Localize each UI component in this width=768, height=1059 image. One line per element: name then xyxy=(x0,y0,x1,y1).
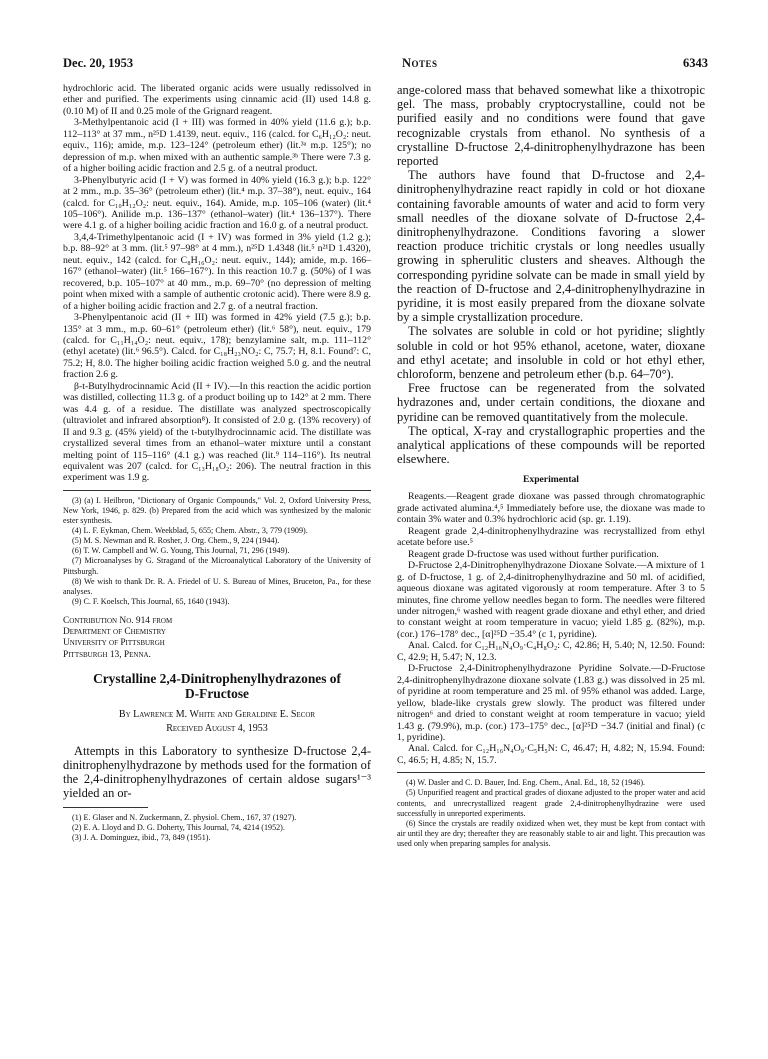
section-heading: Experimental xyxy=(523,474,579,486)
footnote: (8) We wish to thank Dr. R. A. Friedel of U. S. Bureau of Mines, Bruceton, Pa., for these analyses. xyxy=(63,576,371,596)
left-paragraph: 3-Phenylbutyric acid (I + V) was formed in 40% yield (16.3 g.); b.p. 122° at 2 mm., m.p. 35–36° (petroleum ether) (lit.⁴ m.p. 37–38°), neut. equiv., 164 (calcd. for C₁₀H₁₂O₂: neut. equiv., 164). Amide, m.p. 105–106 (water) (lit.⁴ 105–106°). Anilide m.p. 136–137° (ethanol–water) (lit.⁴ 136–137°). There were 4.1 g. of a higher boiling acidic fraction and 16.0 g. of a neutral product. xyxy=(63,174,371,232)
right-footnotes xyxy=(397,778,705,849)
left-paragraph: 3-Methylpentanoic acid (I + III) was formed in 40% yield (11.6 g.); b.p. 112–113° at 37 mm., n²⁵D 1.4139, neut. equiv., 116 (calcd. for C₆H₁₂O₂: neut. equiv., 116); amide, m.p. 123–124° (petroleum ether) (lit.³ᵃ m.p. 125°); no depression of m.p. when mixed with an authentic sample.³ᵇ There were 7.3 g. of a higher boiling acidic fraction and 2.5 g. of a neutral product. xyxy=(63,117,371,175)
footnote: (3) J. A. Dominguez, ibid., 73, 849 (1951). xyxy=(72,832,211,842)
contribution-line: Department of Chemistry xyxy=(63,627,166,638)
intro-paragraph: Attempts in this Laboratory to synthesize D-fructose 2,4-dinitrophenylhydrazone by methods used for the formation of the 2,4-dinitrophenylhydrazones of certain aldose sugars¹⁻³ yielded an or- xyxy=(63,743,371,801)
experimental-paragraph: D-Fructose 2,4-Dinitrophenylhydrazone Dioxane Solvate.—A mixture of 1 g. of D-fructose, 1 g. of 2,4-dinitrophenylhydrazine and 50 ml. of acidified, aqueous dioxane was agitated vigorously at room temperature. After 3 to 5 minutes, fine chrome yellow needles began to form. The needles were filtered under nitrogen,⁶ washed with reagent grade dioxane and ethyl ether, and dried to constant weight at room temperature in vacuo; yield 1.85 g. (82%), m.p. (cor.) 176–178° dec., [α]²⁵D −35.4° (c 1, pyridine). xyxy=(397,560,705,640)
running-header xyxy=(63,56,708,74)
right-paragraph: The solvates are soluble in cold or hot pyridine; slightly soluble in cold or hot 95% ethanol, acetone, water, dioxane and ethyl acetate; and insoluble in cold or hot ethyl ether, chloroform, benzene and petroleum ether (b.p. 64–70°). xyxy=(397,324,705,382)
right-paragraph: Free fructose can be regenerated from the solvated hydrazones and, under certain conditions, the dioxane and pyridine can be removed quantitatively from the molecule. xyxy=(397,381,705,424)
right-paragraph: ange-colored mass that behaved somewhat like a thixotropic gel. The mass, probably cryptocrystalline, could not be purified easily and no conditions were found that gave recognizable crystals from ethanol. No synthesis of a crystalline D-fructose 2,4-dinitrophenylhydrazone has been reported xyxy=(397,83,705,169)
footnote: (5) M. S. Newman and R. Rosher, J. Org. Chem., 9, 224 (1944). xyxy=(72,536,280,546)
footnote: (1) E. Glaser and N. Zuckermann, Z. physiol. Chem., 167, 37 (1927). xyxy=(72,812,297,822)
footnote: (4) W. Dasler and C. D. Bauer, Ind. Eng. Chem., Anal. Ed., 18, 52 (1946). xyxy=(406,778,646,788)
experimental-paragraph: Reagent grade 2,4-dinitrophenylhydrazine was recrystallized from ethyl acetate before use.⁵ xyxy=(397,525,705,549)
right-column xyxy=(397,83,705,849)
footnote: (2) E. A. Lloyd and D. G. Doherty, This Journal, 74, 4214 (1952). xyxy=(72,822,285,832)
title-line: Crystalline 2,4-Dinitrophenylhydrazones of xyxy=(93,670,341,686)
footnote-divider xyxy=(397,772,705,773)
experimental-paragraph: Reagents.—Reagent grade dioxane was passed through chromatographic grade activated alumina.⁴,⁵ Immediately before use, the dioxane was made to contain 3% water and 0.3% hydrochloric acid (sp. gr. 1.19). xyxy=(397,491,705,526)
footnote: (7) Microanalyses by G. Stragand of the Microanalytical Laboratory of the University of Pittsburgh. xyxy=(63,556,371,576)
right-paragraph: The authors have found that D-fructose and 2,4-dinitrophenylhydrazine react rapidly in cold or hot dioxane containing favorable amounts of water and acid to form very small needles of the dioxane solvate of D-fructose 2,4-dinitrophenylhydrazone. Conditions favoring a slower reaction produce trichitic crystals or long needles usually growing in spherulitic clusters and sheaves. Although the corresponding pyridine solvate can be made in small yield by the reaction of D-fructose and 2,4-dinitrophenylhydrazine in pyridine, it is most easily prepared from the dioxane solvate by a simple crystallization procedure. xyxy=(397,168,705,325)
footnote: (6) Since the crystals are readily oxidized when wet, they must be kept from contact with air until they are dry; thereafter they are reasonably stable to air and light. This precaution was used only when preparing samples for analysis. xyxy=(397,818,705,848)
experimental-paragraph: Anal. Calcd. for C₁₂H₁₆N₄O₉·C₄H₈O₂: C, 42.86; H, 5.40; N, 12.50. Found: C, 42.9; H, 5.47; N, 12.3. xyxy=(397,640,705,663)
left-paragraph: 3-Phenylpentanoic acid (II + III) was formed in 42% yield (7.5 g.); b.p. 135° at 3 mm., m.p. 60–61° (petroleum ether) (lit.⁶ 58°), neut. equiv., 179 (calcd. for C₁₁H₁₄O₂: neut. equiv., 178); benzylamine salt, m.p. 111–112° (ethyl acetate) (lit.⁶ 96.5°). Calcd. for C₁₈H₂₃NO₂: C, 75.7; H, 8.1. Found⁷: C, 75.2; H, 8.0. The higher boiling acidic fraction weighed 5.0 g. and the neutral fraction 2.6 g. xyxy=(63,312,371,381)
contribution-line: Contribution No. 914 from xyxy=(63,615,173,626)
footnote: (6) T. W. Campbell and W. G. Young, This Journal, 71, 296 (1949). xyxy=(72,546,290,556)
discussion-block xyxy=(397,83,705,466)
footnote: (4) L. F. Eykman, Chem. Weekblad, 5, 655; Chem. Abstr., 3, 779 (1909). xyxy=(72,526,308,536)
left-column xyxy=(63,83,371,843)
article-authors: By Lawrence M. White and Geraldine E. Secor xyxy=(118,708,316,720)
title-line: D-Fructose xyxy=(185,686,249,702)
contribution-line: University of Pittsburgh xyxy=(63,638,165,649)
left-paragraph: β-t-Butylhydrocinnamic Acid (II + IV).—In this reaction the acidic portion was distilled, collecting 11.3 g. of a product boiling up to 142° at 2 mm. There was 4.4 g. of a residue. The distillate was analyzed spectroscopically (ultraviolet and infrared absorption⁸). It consisted of 2.0 g. (13% recovery) of II and 9.3 g. (45% yield) of the t-butylhydrocinnamic acid. The distillate was crystallized several times from an ethanol–water mixture until a constant melting point of 115–116° (4.1 g.) was reached (lit.⁹ 114–116°). Its neutral equivalent was 207 (calcd. for C₁₃H₁₈O₂: 206). The neutral fraction in this experiment was 1.9 g. xyxy=(63,380,371,484)
right-paragraph: The optical, X-ray and crystallographic properties and the analytical applications of these compounds will be reported elsewhere. xyxy=(397,423,705,467)
footnote: (9) C. F. Koelsch, This Journal, 65, 1640 (1943). xyxy=(72,596,230,606)
left-paragraph: 3,4,4-Trimethylpentanoic acid (I + IV) was formed in 3% yield (1.2 g.); b.p. 88–92° at 3 mm. (lit.⁵ 97–98° at 4 mm.), n²⁵D 1.4348 (lit.⁵ n²¹D 1.4320), neut. equiv., 142 (calcd. for C₈H₁₆O₂: neut. equiv., 144); amide, m.p. 166–167° (ethanol–water) (lit.⁵ 166–167°). In this reaction 10.7 g. (50%) of I was recovered, b.p. 105–107° at 40 mm., m.p. 69–70° (no depression of melting point when mixed with a sample of authentic crotonic acid). There were 8.9 g. of a higher boiling acidic fraction and 2.7 g. of a neutral fraction. xyxy=(63,231,371,312)
experimental-paragraph: D-Fructose 2,4-Dinitrophenylhydrazone Pyridine Solvate.—D-Fructose 2,4-dinitrophenylhydrazone dioxane solvate (1.83 g.) was dissolved in 25 ml. of pyridine at room temperature and 25 ml. of 95% ethanol was added. Large, yellow, blade-like crystals grew slowly. The product was filtered under nitrogen⁶ and dried to constant weight at room temperature in vacuo; yield 1.43 g. (79.9%), m.p. (cor.) 173–175° dec., [α]²⁵D −34.7 (initial and final) (c 1, pyridine). xyxy=(397,663,705,743)
left-footnotes xyxy=(63,496,371,607)
footnote: (5) Unpurified reagent and practical grades of dioxane adjusted to the proper water and acid contents, and unrecrystallized reagent grade 2,4-dinitrophenylhydrazine were used successfully in unreported experiments. xyxy=(397,788,705,818)
article-title xyxy=(63,671,371,702)
contribution-line: Pittsburgh 13, Penna. xyxy=(63,649,151,660)
header-date: Dec. 20, 1953 xyxy=(63,56,134,70)
footnote-divider xyxy=(63,490,371,491)
intro-block xyxy=(63,744,371,801)
contribution-address xyxy=(63,616,371,661)
footnote-divider xyxy=(63,807,148,808)
received-date: Received August 4, 1953 xyxy=(166,722,268,734)
experimental-paragraph: Reagent grade D-fructose was used without further purification. xyxy=(408,548,659,560)
intro-footnotes xyxy=(63,813,371,843)
experimental-paragraph: Anal. Calcd. for C₁₂H₁₆N₄O₉·C₅H₅N: C, 46.47; H, 4.82; N, 15.94. Found: C, 46.5; H, 4.85; N, 15.7. xyxy=(397,743,705,766)
left-paragraph: hydrochloric acid. The liberated organic acids were usually redissolved in ether and purified. The experiments using cinnamic acid (II) used 14.8 g. (0.10 M) of II and 0.25 mole of the Grignard reagent. xyxy=(63,83,371,117)
footnote: (3) (a) I. Heilbron, "Dictionary of Organic Compounds," Vol. 2, Oxford University Press, New York, 1946, p. 829. (b) Prepared from the acid which was synthesized by the malonic ester synthesis. xyxy=(63,495,371,526)
header-section: Notes xyxy=(402,56,438,70)
header-page-number: 6343 xyxy=(683,56,708,70)
